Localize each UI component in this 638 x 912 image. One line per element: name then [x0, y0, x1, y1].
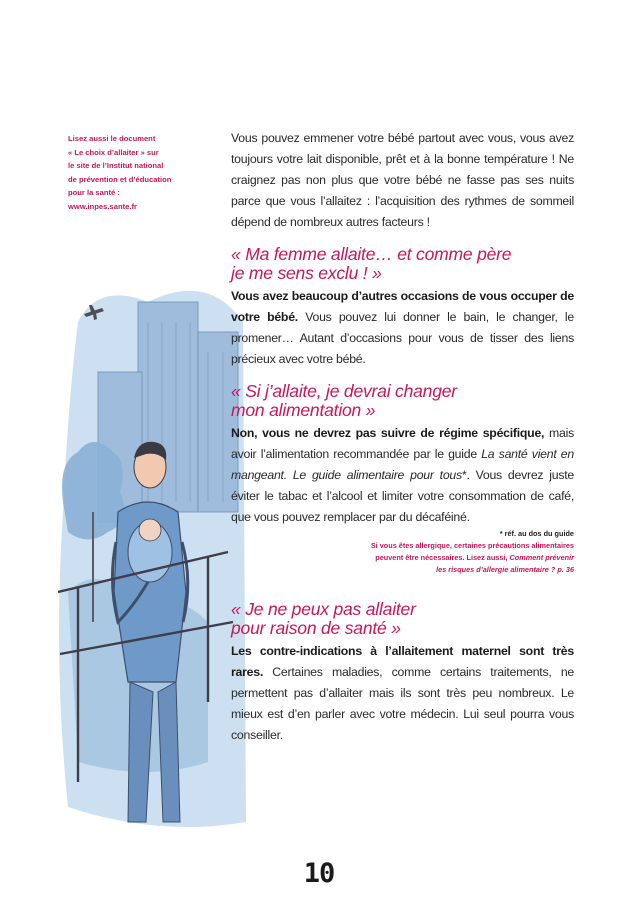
sidebar-line: Lisez aussi le document: [68, 134, 156, 143]
body-text: *. Vous devrez juste éviter le tabac et l’alcool et limiter votre consommation de café, que vous pouvez remplacer par du décaféiné.: [231, 468, 575, 524]
section-heading-2: [231, 382, 574, 420]
heading-line: pour raison de santé »: [231, 618, 401, 638]
sidebar-line: « Le choix d’allaiter » sur: [68, 147, 159, 157]
sidebar-note: [68, 132, 193, 214]
footnote-block: [231, 528, 574, 576]
sidebar-line: pour la santé :: [68, 188, 120, 198]
section-heading-3: [231, 600, 574, 638]
guide-title: La santé vient en mangeant. Le guide alimentaire pour tous: [231, 447, 574, 482]
father-baby-illustration: [58, 262, 248, 830]
footnote-ref: * réf. au dos du guide: [499, 529, 574, 538]
section-heading-1: [231, 245, 574, 283]
lead-text: Non, vous ne devrez pas suivre de régime spécifique,: [231, 426, 545, 440]
sidebar-link: www.inpes.sante.fr: [68, 201, 137, 211]
allergy-text: peuvent être nécessaires. Lisez aussi,: [375, 553, 510, 562]
body-text: Vous pouvez lui donner le bain, le changer, le promener… Autant d’occasions pour vous de tisser des liens précieux avec votre bébé.: [231, 310, 574, 366]
allergy-line: les risques d’allergie alimentaire ? p. 36: [436, 565, 574, 574]
allergy-line: Si vous êtes allergique, certaines précautions alimentaires: [370, 541, 574, 550]
section-2-paragraph: [231, 423, 574, 528]
sidebar-line: de prévention et d’éducation: [68, 174, 172, 184]
allergy-line: [231, 552, 574, 564]
heading-line: « Je ne peux pas allaiter: [231, 599, 416, 619]
heading-line: mon alimentation »: [231, 400, 376, 420]
heading-line: je me sens exclu ! »: [231, 263, 382, 283]
heading-line: « Ma femme allaite… et comme père: [231, 244, 512, 264]
heading-line: « Si j’allaite, je devrai changer: [231, 381, 457, 401]
lead-text: Les contre-indications à l’allaitement maternel sont très rares.: [231, 644, 574, 679]
main-column: [231, 128, 574, 746]
section-3-paragraph: [231, 641, 574, 746]
section-1-paragraph: [231, 286, 574, 370]
body-text: Certaines maladies, comme certains traitements, ne permettent pas d’allaiter mais ils sont très peu nombreux. Le mieux est d’en parler avec votre médecin. Lui seul pourra vous conseiller.: [231, 665, 574, 742]
sidebar-line: le site de l’Institut national: [68, 161, 164, 171]
intro-paragraph: Vous pouvez emmener votre bébé partout avec vous, vous avez toujours votre lait disponible, prêt et à la bonne température ! Ne craignez pas non plus que votre bébé ne fasse pas ses nuits parce que vous l’allaitez : l’acquisition des rythmes de sommeil dépend de nombreux autres facteurs !: [231, 131, 574, 229]
allergy-italic: Comment prévenir: [509, 553, 574, 562]
body-text: mais avoir l’alimentation recommandée par le guide: [231, 426, 574, 461]
lead-text: Vous avez beaucoup d’autres occasions de vous occuper de votre bébé.: [231, 289, 574, 324]
page-number: 10: [303, 858, 335, 889]
